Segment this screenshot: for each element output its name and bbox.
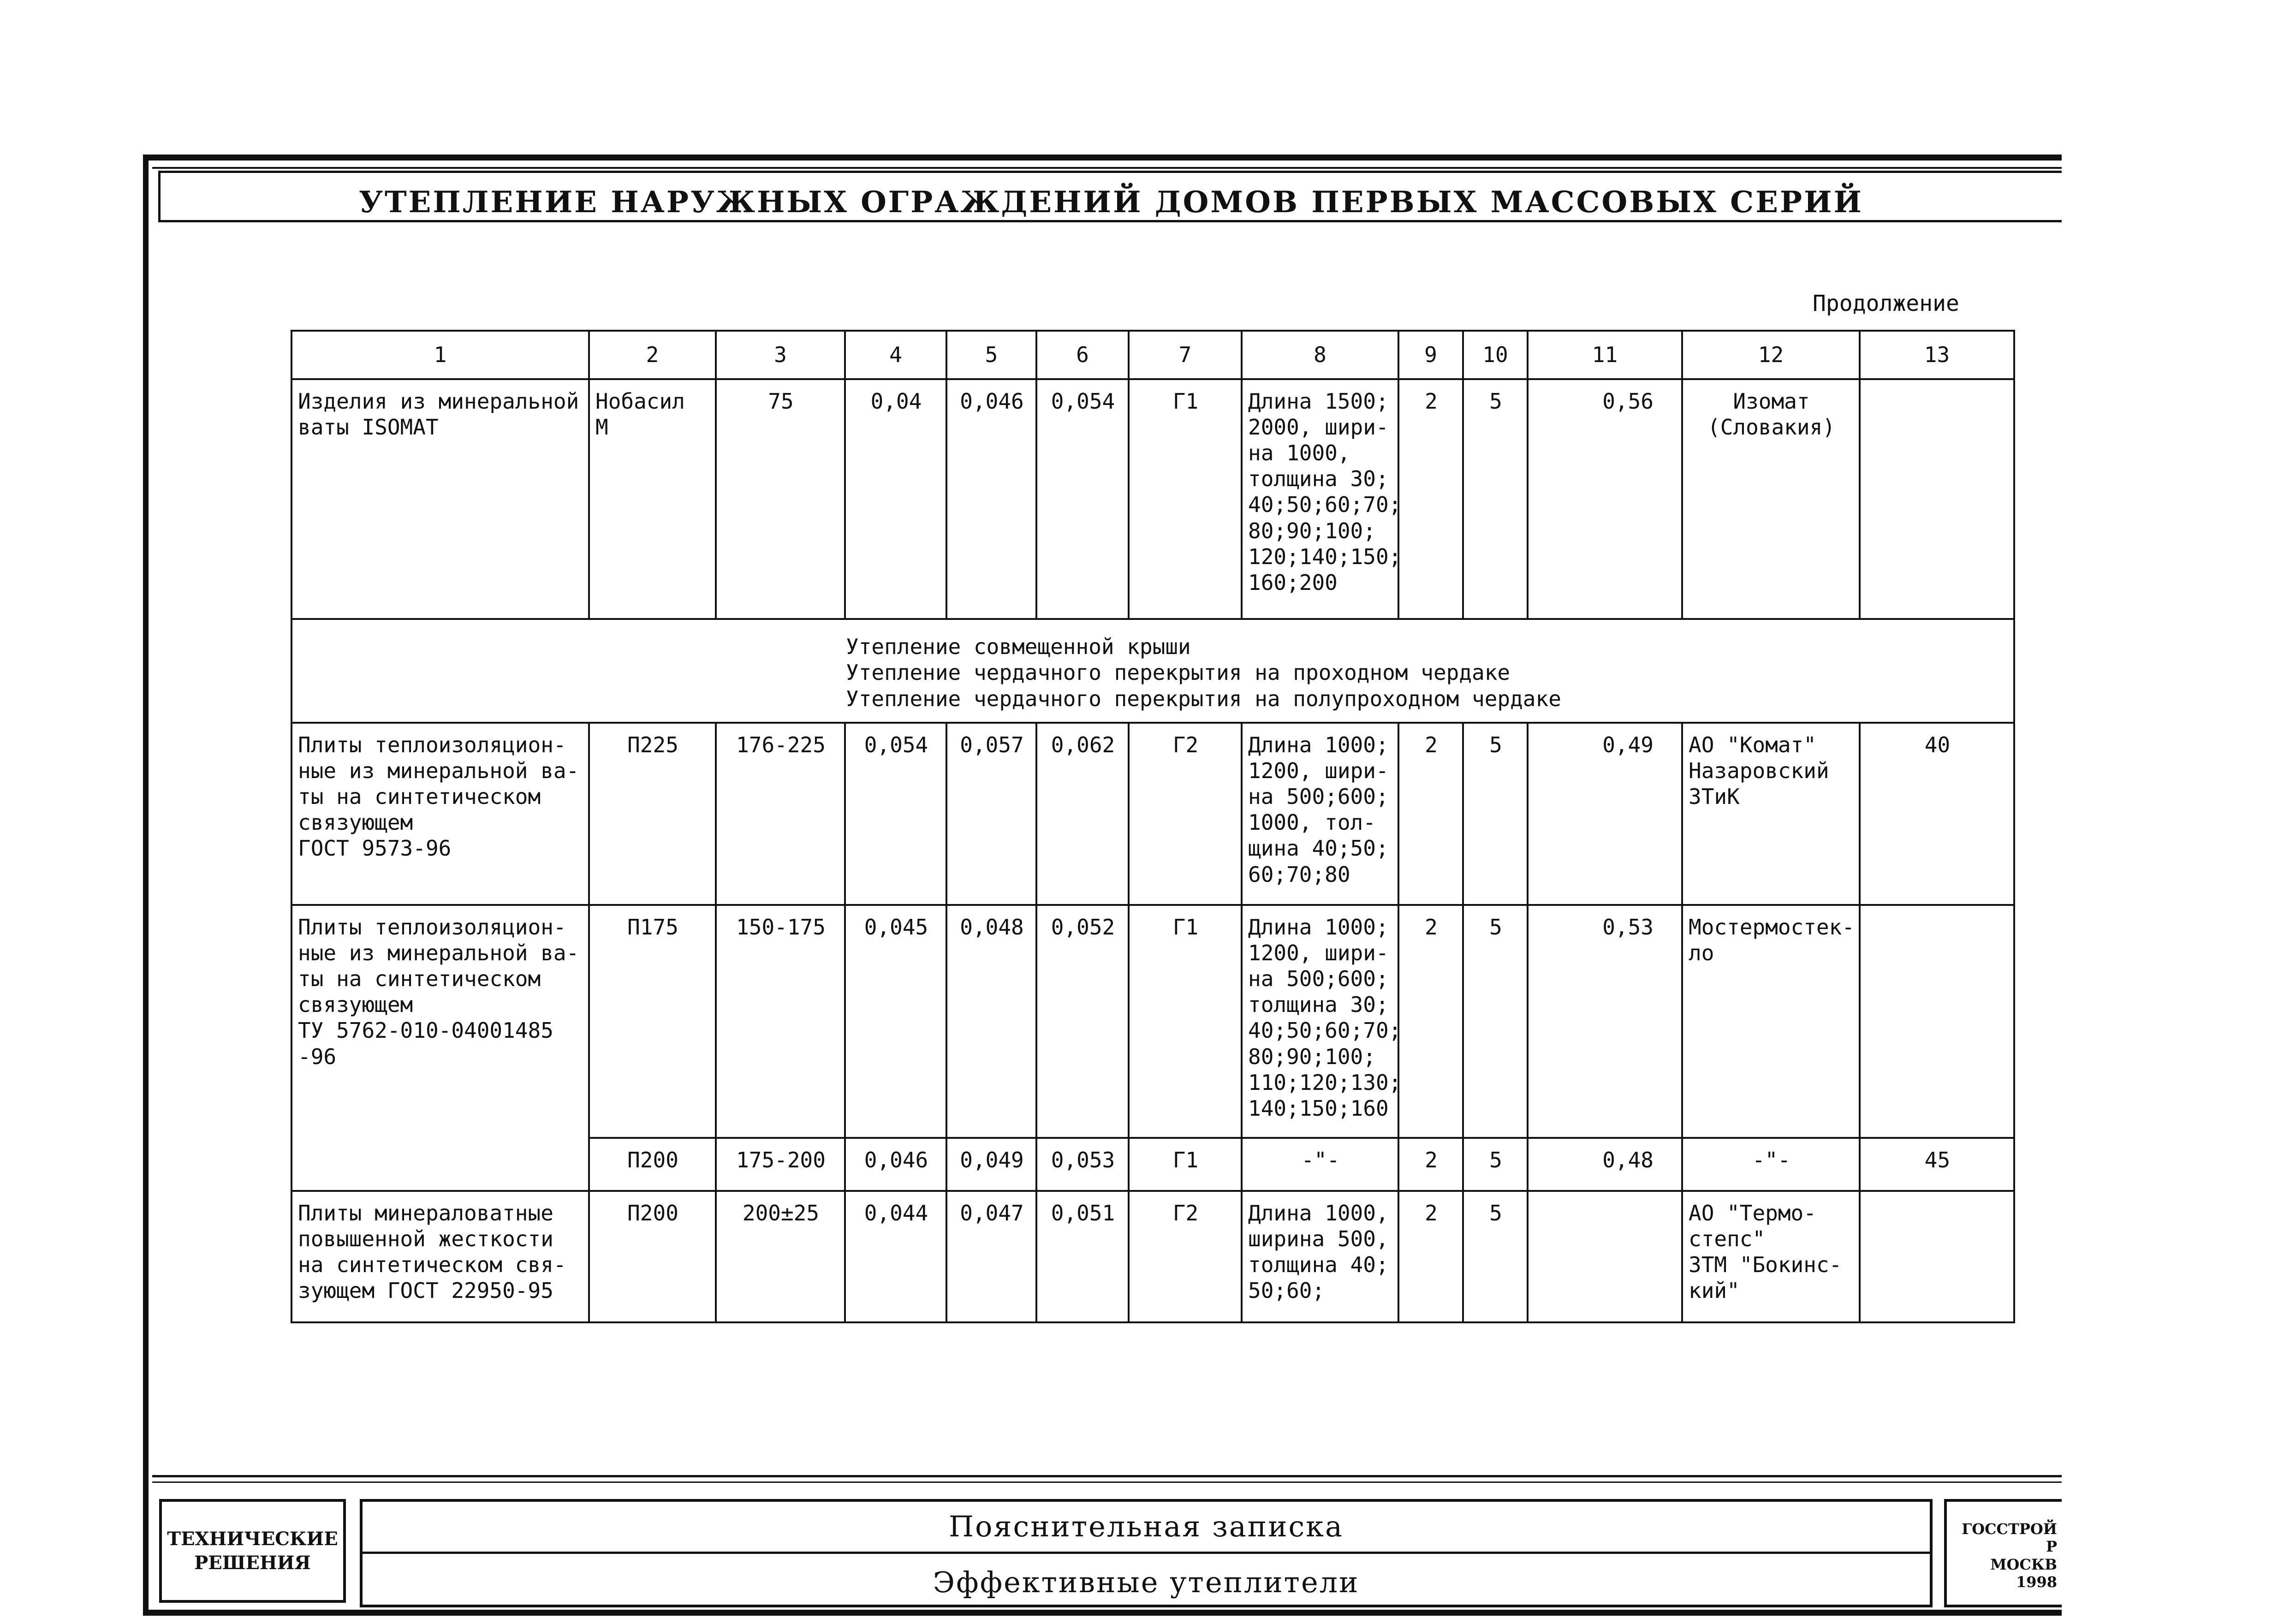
header-cell: 13: [1860, 331, 2014, 379]
cell-density: 200±25: [716, 1191, 845, 1322]
header-cell: 4: [845, 331, 946, 379]
cell-col5: 0,057: [946, 723, 1036, 905]
cell-col4: 0,044: [845, 1191, 946, 1322]
cell-density: 175-200: [716, 1138, 845, 1191]
frame-bottom-border: [143, 1610, 2062, 1616]
cell-col4: 0,046: [845, 1138, 946, 1191]
cell-density: 176-225: [716, 723, 845, 905]
cell-col9: 2: [1398, 379, 1463, 619]
table-row: [291, 1191, 2014, 1322]
cell-dimensions: Длина 1000; 1200, шири- на 500;600; 1000, тол- щина 40;50; 60;70;80: [1242, 723, 1398, 905]
table-section-row: [291, 619, 2014, 723]
header-cell: 1: [291, 331, 589, 379]
cell-col4: 0,054: [845, 723, 946, 905]
cell-col10: 5: [1463, 723, 1528, 905]
frame-left-border: [143, 155, 149, 1616]
cell-col9: 2: [1398, 1138, 1463, 1191]
cell-col6: 0,052: [1036, 905, 1129, 1138]
cell-col13: [1860, 379, 2014, 619]
caption-line-1: Пояснительная записка: [363, 1502, 1930, 1554]
header-cell: 3: [716, 331, 845, 379]
cell-material: Плиты теплоизоляцион- ные из минеральной ва- ты на синтетическом связующем ГОСТ 9573-96: [291, 723, 589, 905]
cell-col13: [1860, 905, 2014, 1138]
cell-flammability: Г1: [1129, 1138, 1242, 1191]
cell-manufacturer: Мостермостек- ло: [1682, 905, 1860, 1138]
cell-col10: 5: [1463, 1191, 1528, 1322]
cell-dimensions: Длина 1000; 1200, шири- на 500;600; толщина 30; 40;50;60;70; 80;90;100; 110;120;130; 140;150;160: [1242, 905, 1398, 1138]
table-row: [291, 379, 2014, 619]
cell-col11: 0,56: [1528, 379, 1682, 619]
cell-col11: [1528, 1191, 1682, 1322]
frame-top-inner-line: [152, 167, 2062, 169]
header-cell: 12: [1682, 331, 1860, 379]
cell-dimensions: -"-: [1242, 1138, 1398, 1191]
section-heading: Утепление совмещенной крыши Утепление чердачного перекрытия на проходном чердаке Утепление чердачного перекрытия на полупроходном чердаке: [291, 619, 2014, 723]
cell-brand: П200: [589, 1138, 716, 1191]
section-stamp: [159, 1499, 346, 1603]
cell-col5: 0,046: [946, 379, 1036, 619]
cell-manufacturer: Изомат (Словакия): [1682, 379, 1860, 619]
frame-top-border: [143, 155, 2062, 161]
caption-line-2: Эффективные утеплители: [933, 1565, 1360, 1599]
cell-flammability: Г2: [1129, 723, 1242, 905]
header-cell: 11: [1528, 331, 1682, 379]
cell-flammability: Г2: [1129, 1191, 1242, 1322]
cell-col11: 0,49: [1528, 723, 1682, 905]
table-header-row: [291, 331, 2014, 379]
header-cell: 9: [1398, 331, 1463, 379]
cell-brand: П175: [589, 905, 716, 1138]
cell-col5: 0,048: [946, 905, 1036, 1138]
cell-material: Плиты минераловатные повышенной жесткости на синтетическом свя- зующем ГОСТ 22950-95: [291, 1191, 589, 1322]
cell-col13: 45: [1860, 1138, 2014, 1191]
header-cell: 7: [1129, 331, 1242, 379]
cell-col11: 0,48: [1528, 1138, 1682, 1191]
cell-dimensions: Длина 1500; 2000, шири- на 1000, толщина 30; 40;50;60;70; 80;90;100; 120;140;150; 160;200: [1242, 379, 1398, 619]
cell-col10: 5: [1463, 379, 1528, 619]
cell-brand: Нобасил М: [589, 379, 716, 619]
cell-col6: 0,051: [1036, 1191, 1129, 1322]
cell-manufacturer: АО "Комат" Назаровский ЗТиК: [1682, 723, 1860, 905]
document-title-box: [158, 171, 2062, 222]
cell-col6: 0,053: [1036, 1138, 1129, 1191]
table-row: [291, 723, 2014, 905]
cell-manufacturer: -"-: [1682, 1138, 1860, 1191]
cell-col11: 0,53: [1528, 905, 1682, 1138]
table-row: [291, 905, 2014, 1138]
header-cell: 6: [1036, 331, 1129, 379]
cell-col4: 0,045: [845, 905, 946, 1138]
header-cell: 5: [946, 331, 1036, 379]
cell-material: Изделия из минеральной ваты ISOMAT: [291, 379, 589, 619]
cell-col5: 0,049: [946, 1138, 1036, 1191]
cell-manufacturer: АО "Термо- степс" ЗТМ "Бокинс- кий": [1682, 1191, 1860, 1322]
cell-col9: 2: [1398, 905, 1463, 1138]
header-cell: 2: [589, 331, 716, 379]
title-block-top-line-thin: [152, 1481, 2062, 1483]
cell-flammability: Г1: [1129, 905, 1242, 1138]
cell-col10: 5: [1463, 905, 1528, 1138]
cell-col6: 0,062: [1036, 723, 1129, 905]
caption-box: [360, 1499, 1933, 1607]
cell-density: 75: [716, 379, 845, 619]
insulation-spec-table: [291, 330, 2015, 1323]
cell-dimensions: Длина 1000, ширина 500, толщина 40; 50;60;: [1242, 1191, 1398, 1322]
cell-col5: 0,047: [946, 1191, 1036, 1322]
section-stamp-text: ТЕХНИЧЕСКИЕ РЕШЕНИЯ: [167, 1528, 338, 1574]
cell-flammability: Г1: [1129, 379, 1242, 619]
continuation-label: Продолжение: [1813, 291, 1959, 316]
organization-stamp: ГОССТРОЙ Р МОСКВ 1998: [1944, 1499, 2062, 1607]
cell-col9: 2: [1398, 723, 1463, 905]
cell-col6: 0,054: [1036, 379, 1129, 619]
title-block-top-line: [152, 1475, 2062, 1477]
cell-col13: 40: [1860, 723, 2014, 905]
document-title: УТЕПЛЕНИЕ НАРУЖНЫХ ОГРАЖДЕНИЙ ДОМОВ ПЕРВЫХ МАССОВЫХ СЕРИЙ: [359, 185, 1863, 220]
cell-col9: 2: [1398, 1191, 1463, 1322]
cell-brand: П225: [589, 723, 716, 905]
cell-density: 150-175: [716, 905, 845, 1138]
cell-material: Плиты теплоизоляцион- ные из минеральной ва- ты на синтетическом связующем ТУ 5762-010-04001485 -96: [291, 905, 589, 1191]
cell-col13: [1860, 1191, 2014, 1322]
cell-col10: 5: [1463, 1138, 1528, 1191]
cell-col4: 0,04: [845, 379, 946, 619]
cell-brand: П200: [589, 1191, 716, 1322]
header-cell: 8: [1242, 331, 1398, 379]
header-cell: 10: [1463, 331, 1528, 379]
